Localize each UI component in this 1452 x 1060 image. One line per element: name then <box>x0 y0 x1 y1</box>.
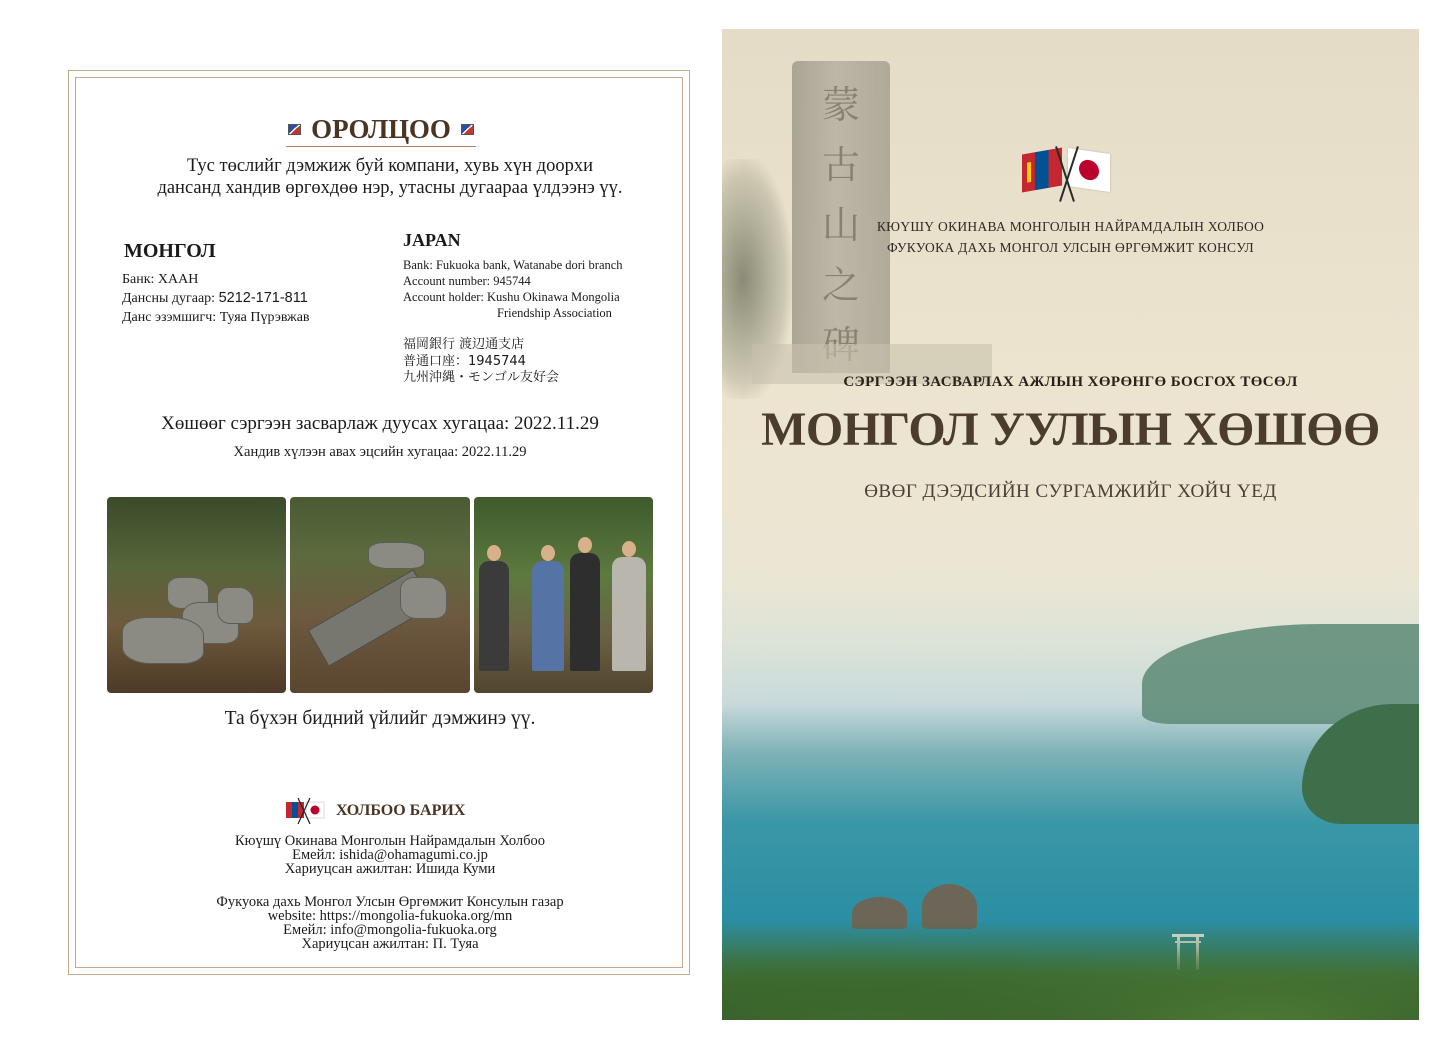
rock <box>122 617 204 664</box>
stele-char: 山 <box>821 203 860 247</box>
mongol-account-row <box>122 289 310 308</box>
japan-account-number: Account number: 945744 <box>403 274 531 288</box>
stele-image <box>792 61 890 373</box>
thanks-text: Та бүхэн бидний үйлийг дэмжинэ үү. <box>224 708 536 729</box>
stele-char: 蒙 <box>821 83 860 127</box>
contact-email2: Емейл: info@mongolia-fukuoka.org <box>283 922 497 938</box>
japan-account-holder-cont: Friendship Association <box>497 306 612 320</box>
stele-char: 之 <box>821 263 860 307</box>
photo-fallen-stones <box>107 497 286 693</box>
contact-person1: Хариуцсан ажилтан: Ишида Куми <box>284 861 496 877</box>
jp-holder: 九州沖縄・モンゴル友好会 <box>403 370 560 385</box>
mongol-account-holder: Данс эзэмшигч: Туяа Пүрэвжав <box>122 310 310 325</box>
person <box>532 561 564 671</box>
rock <box>368 542 425 569</box>
japan-account-holder: Account holder: Kushu Okinawa Mongolia <box>403 290 620 304</box>
soyombo-icon <box>1027 162 1031 183</box>
person <box>570 553 600 671</box>
person-head <box>622 541 636 557</box>
photo-group <box>474 497 653 693</box>
donation-deadline: Хандив хүлээн авах эцсийн хугацаа: 2022.11.29 <box>233 444 527 460</box>
intro-text <box>110 155 670 199</box>
spacer <box>90 876 690 895</box>
intro-line: Тус төслийг дэмжиж буй компани, хувь хүн доорхи <box>187 156 593 176</box>
restoration-deadline: Хөшөөг сэргээн засварлаж дуусах хугацаа: 2022.11.29 <box>161 413 599 434</box>
flag-icon <box>288 124 301 135</box>
japan-bank-title: JAPAN <box>403 230 461 250</box>
foreground-foliage <box>722 920 1419 1020</box>
person <box>479 561 509 671</box>
contact-details <box>90 834 690 951</box>
cover-page <box>722 29 1419 1020</box>
contact-email1: Емейл: ishida@ohamagumi.co.jp <box>292 847 488 863</box>
stele-char: 古 <box>821 143 860 187</box>
person-head <box>487 545 501 561</box>
contact-org2: Фукуока дахь Монгол Улсын Өргөмжит Консулын газар <box>216 894 564 910</box>
japan-bank-details-jp <box>403 337 559 387</box>
jp-bank-name: 福岡銀行 渡辺通支店 <box>403 337 525 352</box>
mongolia-flag-icon <box>1022 147 1062 192</box>
mongol-account-number: 5212-171-811 <box>218 290 308 306</box>
japan-bank-details <box>403 257 623 321</box>
contact-org1: Кюүшү Окинава Монголын Найрамдалын Холбоо <box>234 833 546 849</box>
contact-title: ХОЛБОО БАРИХ <box>336 802 466 819</box>
cover-title: МОНГОЛ УУЛЫН ХӨШӨӨ <box>761 403 1380 456</box>
jp-account: 普通口座：1945744 <box>403 353 526 369</box>
contact-website: website: https://mongolia-fukuoka.org/mn <box>267 908 513 924</box>
person <box>612 557 646 671</box>
contact-person2: Хариуцсан ажилтан: П. Туяа <box>301 936 479 952</box>
photo-strip <box>107 497 653 693</box>
flag-icon <box>461 124 474 135</box>
participation-heading <box>286 112 476 147</box>
crossed-flags-icon <box>1022 145 1112 203</box>
photo-broken-stele <box>290 497 469 693</box>
cover-subtitle: ӨВӨГ ДЭЭДСИЙН СУРГАМЖИЙГ ХОЙЧ ҮЕД <box>864 481 1277 502</box>
mongol-bank-details <box>122 270 310 327</box>
sun-disc-icon <box>1079 159 1099 182</box>
cover-project-line: СЭРГЭЭН ЗАСВАРЛАХ АЖЛЫН ХӨРӨНГӨ БОСГОХ ТӨСӨЛ <box>843 374 1298 390</box>
japan-bank-name: Bank: Fukuoka bank, Watanabe dori branch <box>403 258 623 272</box>
rock <box>217 587 254 624</box>
person-head <box>578 537 592 553</box>
mongol-bank-title: МОНГОЛ <box>124 240 216 262</box>
participation-title: ОРОЛЦОО <box>311 113 451 144</box>
mongol-account-label: Дансны дугаар: <box>122 291 219 306</box>
intro-line: дансанд хандив өргөхдөө нэр, утасны дугаараа үлдээнэ үү. <box>157 178 623 198</box>
contact-heading <box>284 798 465 824</box>
person-head <box>541 545 555 561</box>
mongol-bank-name: Банк: ХААН <box>122 272 199 287</box>
rock <box>400 577 447 619</box>
cover-org-line2: ФУКУОКА ДАХЬ МОНГОЛ УЛСЫН ӨРГӨМЖИТ КОНСУЛ <box>887 240 1254 255</box>
cover-org-line1: КЮҮШҮ ОКИНАВА МОНГОЛЫН НАЙРАМДАЛЫН ХОЛБОО <box>876 219 1265 234</box>
flags-icon <box>284 798 326 824</box>
